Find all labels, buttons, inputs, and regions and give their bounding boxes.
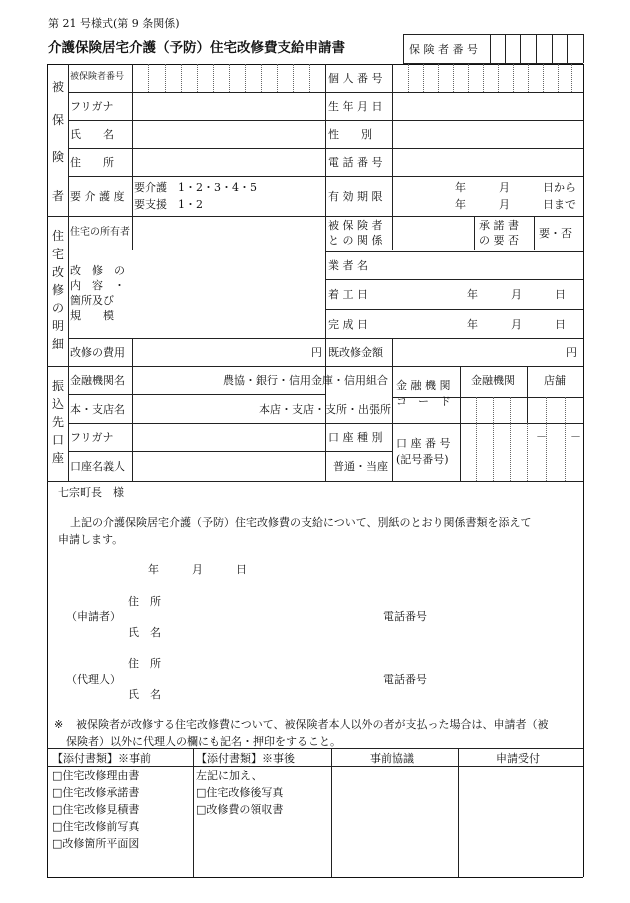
institution-options[interactable]: 農協・銀行・信用金庫・信用組合 — [223, 374, 388, 387]
bank-section-char-1: 振 — [52, 379, 65, 393]
form-number: 第 21 号様式(第 9 条関係) — [48, 17, 180, 30]
sex-label: 性 別 — [328, 128, 372, 141]
renovation-section-char-2: 宅 — [52, 247, 65, 261]
furigana-label: フリガナ — [70, 100, 114, 113]
account-number-label-2: (記号番号) — [396, 453, 449, 466]
agent-address-input[interactable] — [170, 654, 370, 672]
insured-section-char-3: 険 — [52, 150, 65, 164]
attachment-receipt-checkbox[interactable]: □改修費の領収書 — [196, 803, 284, 816]
care-level-options-2[interactable]: 要支援 1・2 — [134, 198, 203, 211]
branch-code-input[interactable] — [528, 398, 582, 422]
applicant-phone-label: 電話番号 — [383, 610, 427, 623]
renovation-section-char-3: 改 — [52, 265, 65, 279]
owner-input[interactable] — [133, 217, 324, 249]
renovation-section-char-6: 明 — [52, 319, 65, 333]
note-mark: ※ — [54, 718, 64, 731]
applicant-address-input[interactable] — [170, 592, 370, 610]
consultation-header: 事前協議 — [370, 752, 414, 765]
birthdate-input[interactable] — [393, 93, 582, 119]
insured-number-input[interactable] — [133, 65, 324, 91]
existing-amount-label: 既改修金額 — [328, 346, 383, 359]
care-level-options-1[interactable]: 要介護 1・2・3・4・5 — [134, 181, 257, 194]
consent-label-1: 承 諾 書 — [479, 219, 519, 232]
reception-header: 申請受付 — [496, 752, 540, 765]
personal-number-label: 個 人 番 号 — [328, 72, 383, 85]
renovation-section-char-4: 修 — [52, 283, 65, 297]
body-line-1: 上記の介護保険居宅介護（予防）住宅改修費の支給について、別紙のとおり関係書類を添えて — [70, 516, 532, 529]
validity-to[interactable]: 年 月 日まで — [455, 198, 576, 211]
bank-section-char-4: 口 — [52, 433, 65, 447]
account-number-input[interactable] — [461, 424, 582, 480]
birthdate-label: 生 年 月 日 — [328, 100, 383, 113]
finish-date-value[interactable]: 年 月 日 — [467, 318, 566, 331]
bank-section-char-2: 込 — [52, 397, 65, 411]
agent-address-label: 住 所 — [128, 657, 161, 670]
contractor-input[interactable] — [393, 252, 582, 278]
account-holder-input[interactable] — [133, 452, 324, 480]
bank-section-char-3: 先 — [52, 415, 65, 429]
applicant-phone-input[interactable] — [440, 607, 575, 625]
phone-label: 電 話 番 号 — [328, 156, 383, 169]
insured-section-char-1: 被 — [52, 80, 65, 94]
inst-code-header: 金融機関 — [471, 374, 515, 387]
content-input[interactable] — [133, 251, 324, 337]
content-label-2: 内 容 ・ — [70, 279, 125, 292]
contractor-label: 業 者 名 — [328, 259, 368, 272]
application-date[interactable]: 年 月 日 — [148, 563, 247, 576]
account-number-label-1: 口 座 番 号 — [396, 437, 451, 450]
attachment-after-photo-checkbox[interactable]: □住宅改修後写真 — [196, 786, 284, 799]
account-holder-label: 口座名義人 — [70, 460, 125, 473]
account-furigana-input[interactable] — [133, 424, 324, 450]
applicant-address-label: 住 所 — [128, 595, 161, 608]
agent-label: （代理人） — [66, 673, 121, 686]
addressee: 七宗町長 様 — [58, 486, 124, 499]
applicant-name-label: 氏 名 — [128, 626, 161, 639]
inst-code-label-1: 金 融 機 関 — [396, 379, 451, 392]
existing-amount-unit: 円 — [566, 346, 577, 359]
furigana-input[interactable] — [133, 93, 324, 119]
bank-section-char-5: 座 — [52, 451, 65, 465]
institution-label: 金融機関名 — [70, 374, 125, 387]
insured-section-char-4: 者 — [52, 189, 65, 203]
finish-date-label: 完 成 日 — [328, 318, 368, 331]
owner-label: 住宅の所有者 — [70, 227, 130, 238]
applicant-label: （申請者） — [66, 610, 121, 623]
validity-label: 有 効 期 限 — [328, 190, 383, 203]
content-label-4: 規 模 — [70, 309, 114, 322]
attachment-reason-checkbox[interactable]: □住宅改修理由書 — [52, 769, 140, 782]
form-title: 介護保険居宅介護（予防）住宅改修費支給申請書 — [48, 40, 345, 56]
attachments-after-note: 左記に加え、 — [196, 769, 263, 782]
account-type-label: 口 座 種 別 — [328, 431, 383, 444]
agent-name-input[interactable] — [170, 685, 370, 703]
consent-value[interactable]: 要・否 — [539, 227, 572, 240]
cost-unit: 円 — [311, 346, 322, 359]
inst-code-input[interactable] — [461, 398, 526, 422]
insurer-number-label: 保 険 者 番 号 — [409, 43, 478, 56]
address-label: 住 所 — [70, 156, 114, 169]
content-label-3: 箇所及び — [70, 294, 114, 307]
account-dash-2: － — [570, 430, 581, 443]
insured-number-label: 被保険者番号 — [70, 72, 125, 82]
phone-input[interactable] — [393, 149, 582, 175]
attachment-floorplan-checkbox[interactable]: □改修箇所平面図 — [52, 837, 140, 850]
account-type-options[interactable]: 普通・当座 — [333, 460, 388, 473]
consultation-stamp-area[interactable] — [332, 767, 457, 876]
care-level-label: 要 介 護 度 — [70, 190, 125, 203]
note-line-1: 被保険者が改修する住宅改修費について、被保険者本人以外の者が支払った場合は、申請者（被 — [76, 718, 549, 731]
attachments-before-title: 【添付書類】※事前 — [52, 752, 151, 765]
name-label: 氏 名 — [70, 128, 114, 141]
insurer-number-boxes[interactable] — [490, 35, 582, 62]
account-dash-1: － — [536, 430, 547, 443]
validity-from[interactable]: 年 月 日から — [455, 181, 576, 194]
relation-input[interactable] — [393, 217, 473, 249]
cost-label: 改修の費用 — [70, 346, 125, 359]
agent-phone-input[interactable] — [440, 670, 575, 688]
relation-label-2: と の 関 係 — [328, 234, 383, 247]
reception-stamp-area[interactable] — [459, 767, 582, 876]
agent-phone-label: 電話番号 — [383, 673, 427, 686]
applicant-name-input[interactable] — [170, 623, 370, 641]
agent-name-label: 氏 名 — [128, 688, 161, 701]
start-date-value[interactable]: 年 月 日 — [467, 288, 566, 301]
branch-code-header: 店舗 — [544, 374, 566, 387]
body-line-2: 申請します。 — [58, 533, 124, 546]
attachment-estimate-checkbox[interactable]: □住宅改修見積書 — [52, 803, 140, 816]
name-input[interactable] — [133, 121, 324, 147]
account-furigana-label: フリガナ — [70, 431, 114, 444]
start-date-label: 着 工 日 — [328, 288, 368, 301]
cost-input[interactable] — [133, 339, 308, 365]
relation-label-1: 被 保 険 者 — [328, 219, 383, 232]
address-input[interactable] — [133, 149, 324, 175]
insured-section-char-2: 保 — [52, 113, 65, 127]
sex-input[interactable] — [393, 121, 582, 147]
renovation-section-char-5: の — [52, 301, 65, 315]
content-label-1: 改 修 の — [70, 264, 125, 277]
personal-number-input[interactable] — [393, 65, 582, 91]
attachments-after-title: 【添付書類】※事後 — [196, 752, 295, 765]
attachment-before-photo-checkbox[interactable]: □住宅改修前写真 — [52, 820, 140, 833]
branch-options[interactable]: 本店・支店・支所・出張所 — [259, 403, 391, 416]
existing-amount-input[interactable] — [393, 339, 563, 365]
inst-code-label-2: コ ー ド — [396, 395, 451, 408]
attachment-consent-checkbox[interactable]: □住宅改修承諾書 — [52, 786, 140, 799]
consent-label-2: の 要 否 — [479, 234, 519, 247]
branch-label: 本・支店名 — [70, 403, 125, 416]
note-line-2: 保険者）以外に代理人の欄にも記名・押印をすること。 — [66, 735, 341, 748]
renovation-section-char-7: 細 — [52, 337, 65, 351]
renovation-section-char-1: 住 — [52, 229, 65, 243]
